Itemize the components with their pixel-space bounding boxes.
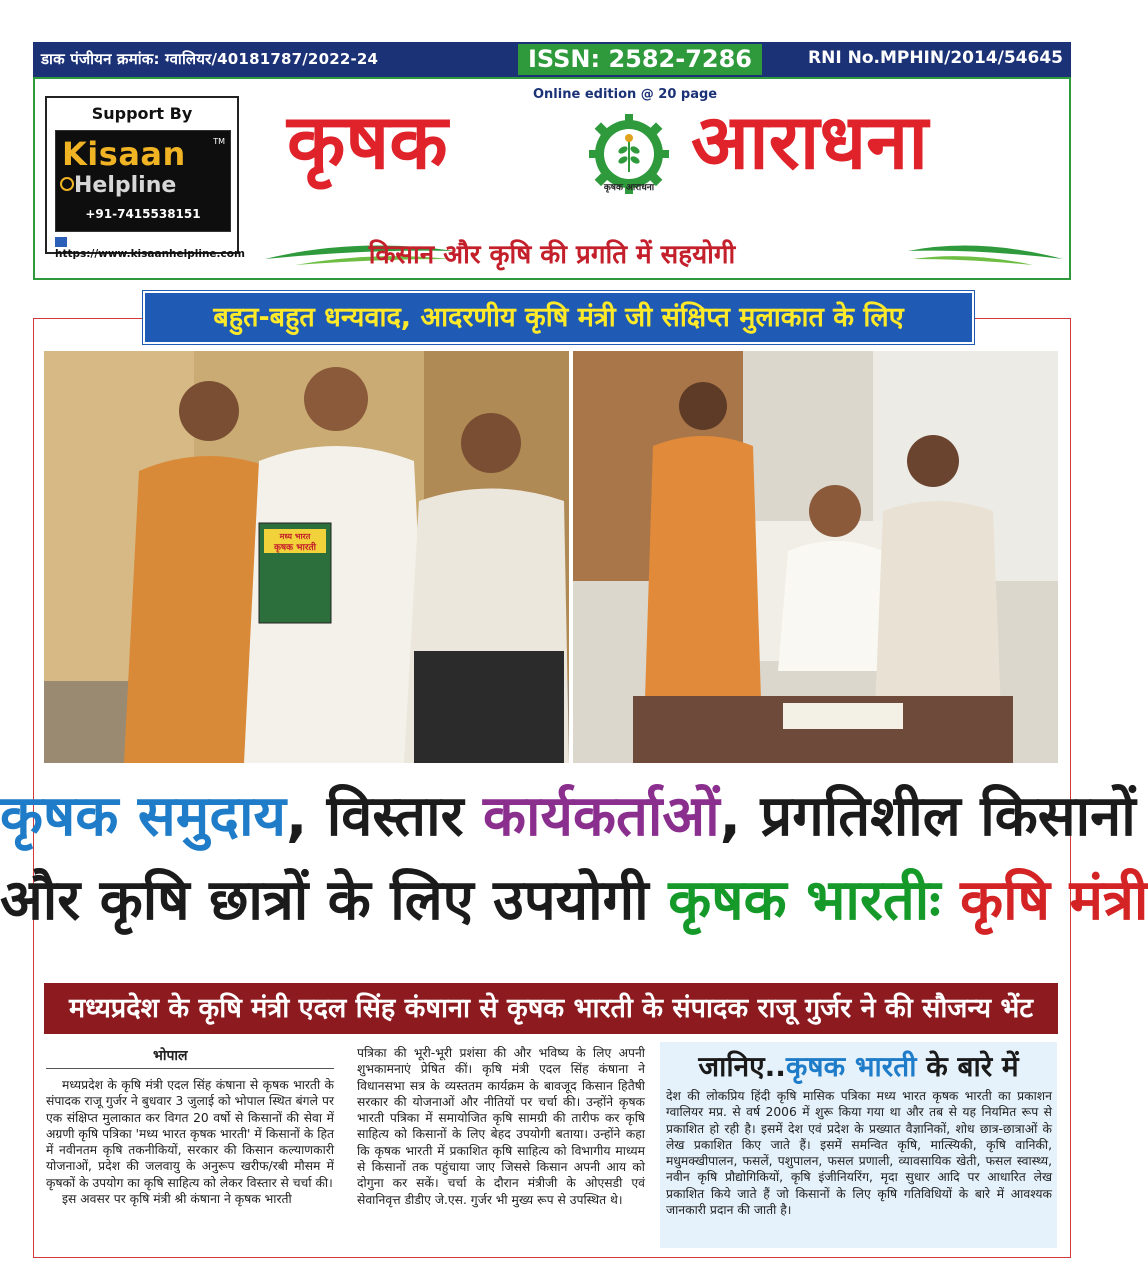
- issn-badge: ISSN: 2582-7286: [518, 44, 762, 75]
- about-title-suffix: के बारे में: [916, 1050, 1019, 1083]
- thanks-banner: बहुत-बहुत धन्यवाद, आदरणीय कृषि मंत्री जी संक्षिप्त मुलाकात के लिए: [143, 291, 974, 344]
- headline-segment: कृषि मंत्री: [960, 868, 1148, 933]
- headline-segment: कार्यकर्ताओं: [482, 784, 720, 849]
- emblem-caption: कृषक आराधना: [603, 183, 655, 193]
- article-column-2: [357, 1045, 645, 1208]
- newspaper-brand: [283, 97, 1043, 224]
- photo-office-meeting: [573, 351, 1058, 763]
- edition-label: Online edition @ 20 page: [533, 87, 718, 102]
- headline-segment: और कृषि छात्रों के लिए उपयोगी: [0, 868, 669, 933]
- about-magazine-box: [660, 1042, 1057, 1248]
- leaf-swoosh-right-icon: [908, 229, 1063, 269]
- sponsor-website-text: https://www.kisaanhelpline.com: [55, 248, 245, 260]
- kisaan-logo-word: Kisaan: [62, 135, 186, 173]
- article-paragraph: पत्रिका की भूरी-भूरी प्रशंसा की और भविष्य के लिए अपनी शुभकामनाएं प्रेषित कीं। कृषि मंत्री एदल सिंह कंषाना ने विधानसभा सत्र के व्यस्ततम कार्यक्रम के बावजूद किसान हितैषी सरकार की योजनाओं और नीतियों पर चर्चा की। उन्होंने कृषक भारती पत्रिका में समायोजित कृषि सामग्री की तारीफ कर कृषि साहित्य को किसानों के लिए बेहद उपयोगी बताया। उन्होंने कहा कि कृषक भारती में प्रकाशित कृषि साहित्य को विभागीय माध्यम से किसानों तक पहुंचाया जाए जिससे किसान अपनी आय को दोगुना कर सकें। चर्चा के दौरान मंत्रीजी के ओएसडी एवं सेवानिवृत्त डीडीए जे.एस. गुर्जर भी मुख्य रूप से उपस्थित थे।: [357, 1046, 645, 1207]
- sub-headline-banner: मध्यप्रदेश के कृषि मंत्री एदल सिंह कंषाना से कृषक भारती के संपादक राजू गुर्जर ने की सौजन्य भेंट: [44, 983, 1058, 1034]
- article-paragraph: मध्यप्रदेश के कृषि मंत्री एदल सिंह कंषाना से कृषक भारती के संपादक राजू गुर्जर ने बुधवार 3 जुलाई को भोपाल स्थित बंगले पर एक संक्षिप्त मुलाकात कर विगत 20 वर्षो से किसानों की सेवा में अग्रणी कृषि पत्रिका 'मध्य भारत कृषक भारती' में किसानों के हित में नवीनतम कृषि तकनीकियों, सरकार की किसान कल्याणकारी योजनाओं, प्रदेश की जलवायु के अनुरूप खरीफ/रबी मौसम में कृषकों के उपयोग का कृषि साहित्य को लेकर विस्तार से चर्चा की।: [46, 1078, 334, 1190]
- about-paragraph: देश की लोकप्रिय हिंदी कृषि मासिक पत्रिका मध्य भारत कृषक भारती का प्रकाशन ग्वालियर मप्र. से वर्ष 2006 में शुरू किया गया था और तब से यह नियमित रूप से प्रकाशित हो रही है। इसमें देश एवं प्रदेश के प्रख्यात वैज्ञानिकों, शोध छात्र-छात्राओं के लेख प्रकाशित किए जाते हैं। इसमें समन्वित कृषि, मात्स्यिकी, कृषि वानिकी, मधुमक्खीपालन, फसलें, पशुपालन, फसल प्रणाली, व्यावसायिक खेती, फसल स्वास्थ्य, नवीन कृषि प्रौद्योगिकियों, कृषि इंजीनियरिंग, मृदा सुधार आदि पर आधारित लेख प्रकाशित किये जाते हैं जो किसानों के लिए कृषि गतिविधियों के बारे में आवश्यक जानकारी प्रदान की जाती है।: [666, 1089, 1052, 1218]
- magazine-title-1: मध्य भारत: [279, 532, 311, 541]
- sponsor-box: [45, 96, 245, 260]
- phone-icon: [60, 177, 74, 191]
- postal-registration: डाक पंजीयन क्रमांक: ग्वालियर/40181787/2022-24: [41, 50, 379, 68]
- trademark-mark: TM: [213, 137, 225, 146]
- photo-book-presentation: [44, 351, 569, 763]
- headline-segment: कृषक समुदाय: [0, 784, 286, 849]
- photo-right-illustration: [573, 351, 1058, 763]
- top-strip: [33, 42, 1071, 77]
- helpline-phone-number: +91-7415538151: [85, 207, 201, 221]
- about-title-highlight: कृषक भारती: [785, 1050, 917, 1083]
- headline-segment: कृषक भारती: [668, 868, 941, 933]
- brand-title-right: आराधना: [691, 97, 929, 186]
- masthead: [33, 77, 1071, 280]
- headline-segment: , प्रगतिशील किसानों: [719, 784, 1136, 849]
- brand-title-left: कृषक: [287, 97, 448, 186]
- headline-line-2: [0, 866, 1148, 936]
- headline-segment: , विस्तार: [285, 784, 483, 849]
- helpline-logo-word: Helpline: [74, 173, 177, 198]
- about-magazine-text: [666, 1088, 1052, 1218]
- dateline-divider: [46, 1068, 334, 1069]
- headline-segment: ः: [940, 868, 961, 933]
- tagline: किसान और कृषि की प्रगति में सहयोगी: [368, 240, 736, 270]
- kisaan-helpline-logo[interactable]: [55, 130, 231, 232]
- rni-number: RNI No.MPHIN/2014/54645: [808, 48, 1063, 68]
- dateline: भोपाल: [153, 1048, 188, 1064]
- about-title-prefix: जानिए..: [698, 1050, 786, 1083]
- article-column-1: [46, 1077, 334, 1207]
- sponsor-title: Support By: [91, 104, 193, 123]
- headline-line-1: [0, 782, 1136, 852]
- article-paragraph: इस अवसर पर कृषि मंत्री श्री कंषाना ने कृषक भारती: [62, 1192, 292, 1207]
- about-magazine-title: [660, 1047, 1057, 1085]
- magazine-title-2: कृषक भारती: [274, 543, 316, 553]
- photo-left-illustration: [44, 351, 569, 763]
